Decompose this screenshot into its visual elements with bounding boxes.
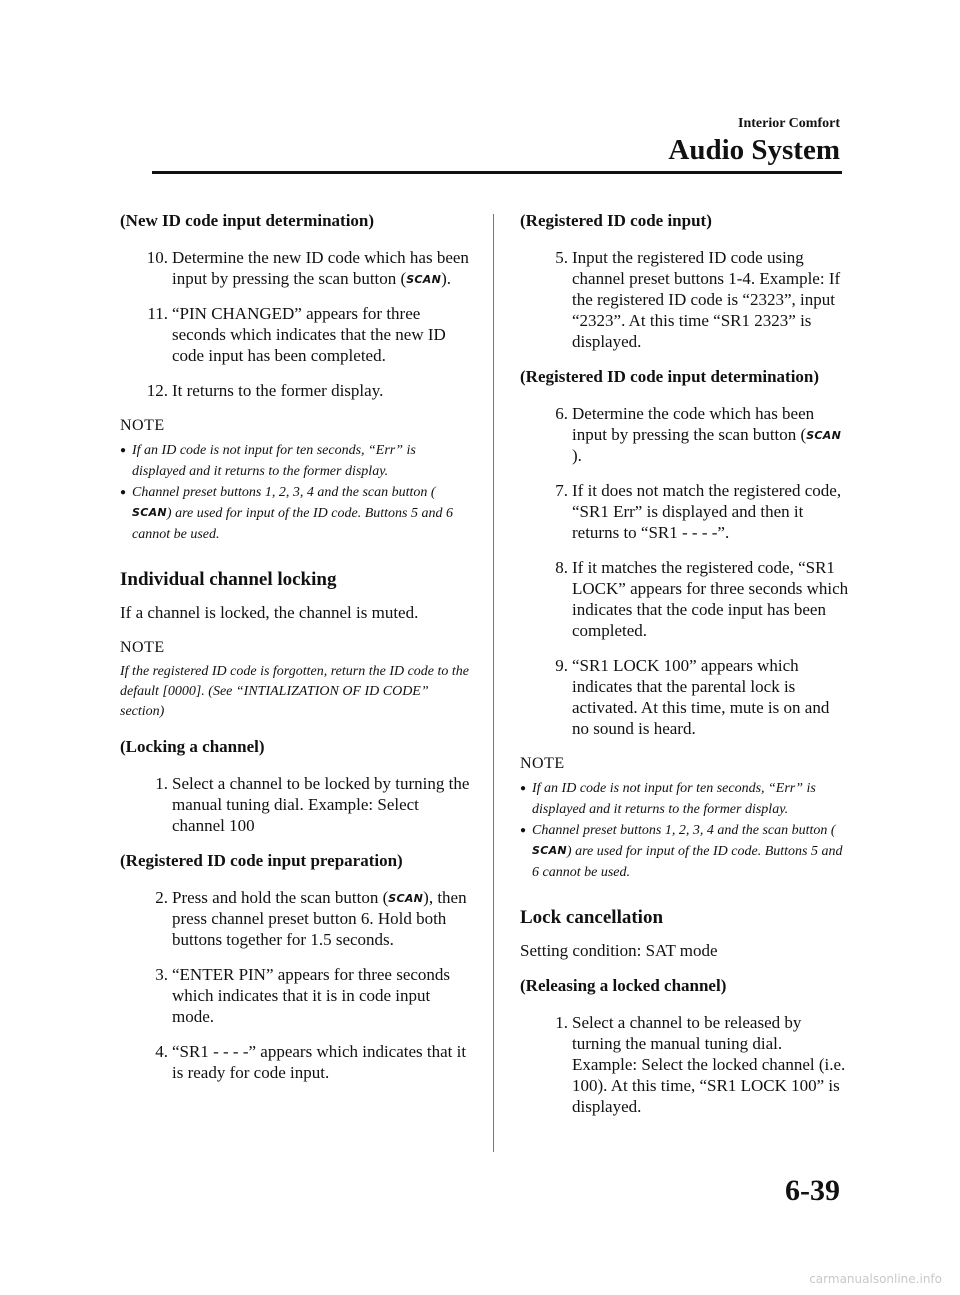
step-text: Determine the code which has been input by pressing the scan button ( [572,404,815,444]
bullet-icon: ● [520,825,527,836]
step-number: 7. [555,481,568,500]
step-number: 4. [155,1042,168,1061]
step-number: 8. [555,558,568,577]
section-title: Audio System [668,134,840,166]
step-12 [120,380,470,401]
step-text: “ENTER PIN” appears for three seconds which indicates that it is in code input mode. [172,965,451,1026]
note-item [120,482,470,545]
step-number: 3. [155,965,168,984]
step-9 [520,655,850,739]
column-divider [493,214,494,1152]
step-text: ). [441,269,452,288]
note-label: NOTE [120,639,165,656]
section-heading: Lock cancellation [520,907,664,928]
step-text: It returns to the former display. [172,381,384,400]
step-text: Press and hold the scan button ( [172,888,389,907]
note-text: Channel preset buttons 1, 2, 3, 4 and the scan button ( [132,485,436,500]
note-label: NOTE [520,755,565,772]
step-number: 11. [147,304,168,323]
subheading: (New ID code input determination) [120,211,375,230]
step-number: 1. [555,1013,568,1032]
bullet-icon: ● [120,487,127,498]
step-number: 9. [555,656,568,675]
note-text: If the registered ID code is forgotten, return the ID code to the default [0000]. (See “INTIALIZATION OF ID CODE” section) [120,664,470,719]
right-column [520,210,850,1131]
scan-button-icon: SCAN [806,429,842,442]
step-text: Select a channel to be released by turning the manual tuning dial. Example: Select the locked channel (i.e. 100). At this time, “SR1 LOCK 100” is displayed. [572,1013,846,1116]
step-number: 1. [155,774,168,793]
page-number: 6-39 [785,1174,840,1207]
step-text: Determine the new ID code which has been input by pressing the scan button ( [172,248,469,288]
scan-button-icon: SCAN [132,506,167,519]
step-number: 6. [555,404,568,423]
header-rule [152,171,842,174]
note-label: NOTE [120,417,165,434]
note-item [520,820,850,883]
step-number: 2. [155,888,168,907]
step-10 [120,247,470,289]
subheading: (Registered ID code input preparation) [120,851,403,870]
step-number: 5. [555,248,568,267]
paragraph: Setting condition: SAT mode [520,941,718,960]
scan-button-icon: SCAN [406,273,442,286]
note-item [120,440,470,482]
scan-button-icon: SCAN [388,892,424,905]
section-heading: Individual channel locking [120,569,337,590]
step-4 [120,1041,470,1083]
watermark: carmanualsonline.info [809,1272,942,1286]
subheading: (Releasing a locked channel) [520,976,727,995]
note-text: ) are used for input of the ID code. Buttons 5 and 6 cannot be used. [132,506,453,542]
bullet-icon: ● [520,783,527,794]
note-text: Channel preset buttons 1, 2, 3, 4 and the scan button ( [532,823,836,838]
note-list [520,778,850,883]
subheading: (Locking a channel) [120,737,265,756]
step-5 [520,247,850,352]
bullet-icon: ● [120,445,127,456]
step-text: ), then press channel preset button 6. Hold both buttons together for 1.5 seconds. [172,888,467,949]
step-text: Select a channel to be locked by turning the manual tuning dial. Example: Select channel 100 [172,774,470,835]
section-name: Interior Comfort [738,116,840,131]
note-text: If an ID code is not input for ten seconds, “Err” is displayed and it returns to the former display. [532,781,816,817]
subheading: (Registered ID code input) [520,211,712,230]
step-1 [120,773,470,836]
step-number: 12. [146,381,168,400]
note-list [120,440,470,545]
step-11 [120,303,470,366]
step-text: Input the registered ID code using channel preset buttons 1-4. Example: If the registered ID code is “2323”, input “2323”. At this time “SR1 2323” is displayed. [572,248,841,351]
step-text: ). [572,446,582,465]
scan-button-icon: SCAN [532,844,567,857]
step-number: 10. [146,248,168,267]
step-2 [120,887,470,950]
step-text: If it matches the registered code, “SR1 LOCK” appears for three seconds which indicates that the code input has been completed. [572,558,849,640]
step-7 [520,480,850,543]
step-1-release [520,1012,850,1117]
step-3 [120,964,470,1027]
note-text: ) are used for input of the ID code. Buttons 5 and 6 cannot be used. [532,844,843,880]
step-text: “PIN CHANGED” appears for three seconds which indicates that the new ID code input has been completed. [172,304,446,365]
step-6 [520,403,850,466]
note-text: If an ID code is not input for ten seconds, “Err” is displayed and it returns to the former display. [132,443,416,479]
subheading: (Registered ID code input determination) [520,367,820,386]
step-text: “SR1 - - - -” appears which indicates that it is ready for code input. [172,1042,467,1082]
paragraph: If a channel is locked, the channel is muted. [120,603,419,622]
step-text: If it does not match the registered code, “SR1 Err” is displayed and then it returns to “SR1 - - - -”. [572,481,842,542]
left-column [120,210,470,1097]
note-item [520,778,850,820]
step-text: “SR1 LOCK 100” appears which indicates that the parental lock is activated. At this time, mute is on and no sound is heard. [572,656,830,738]
step-8 [520,557,850,641]
